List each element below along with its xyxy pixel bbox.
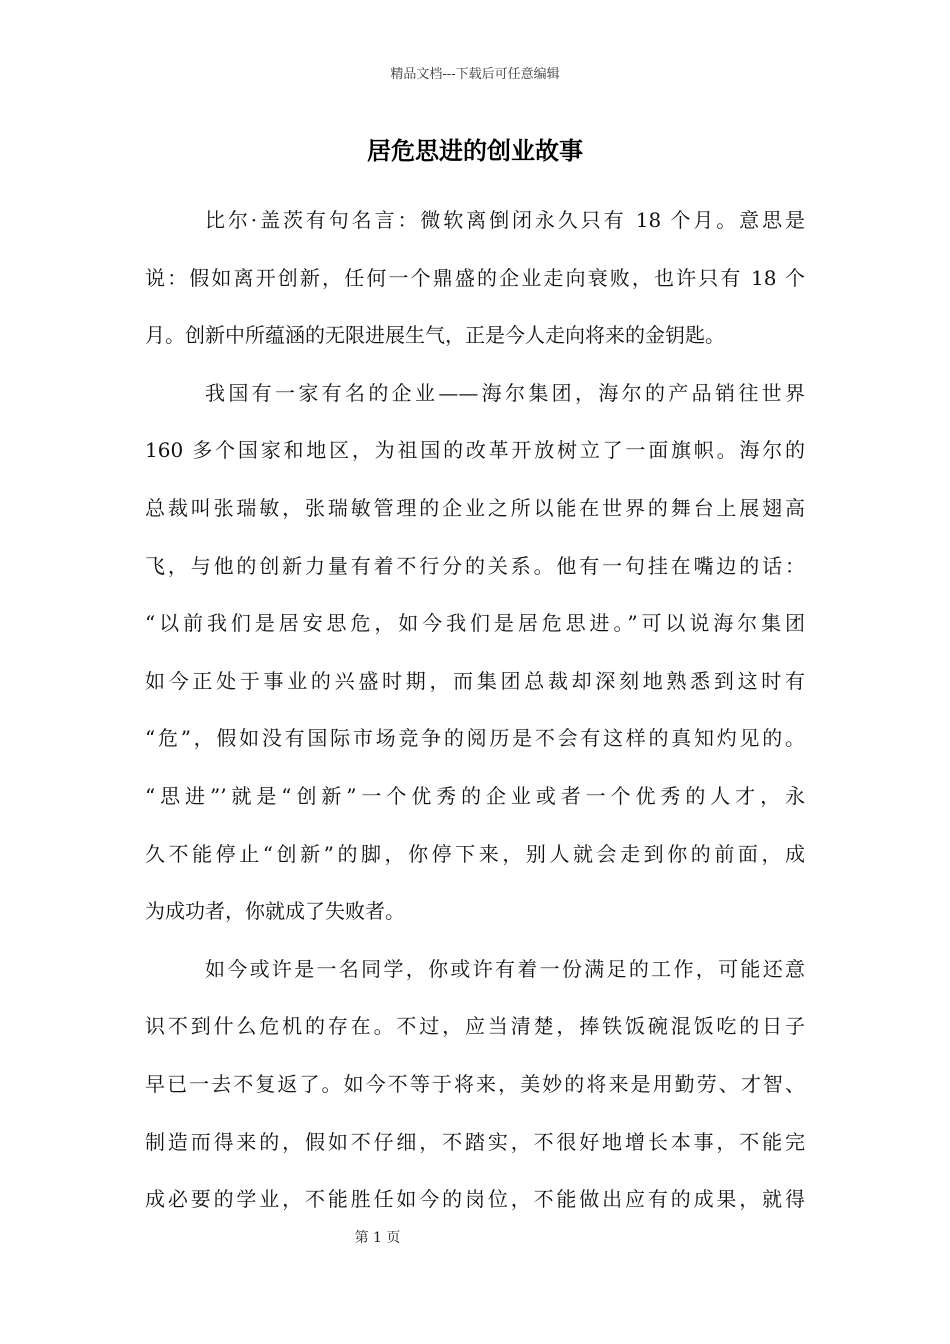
text-line: 总裁叫张瑞敏，张瑞敏管理的企业之所以能在世界的舞台上展翅高 <box>145 495 805 520</box>
text-line: 如今或许是一名同学，你或许有着一份满足的工作，可能还意 <box>205 956 805 981</box>
page-header: 精品文档---下载后可任意编辑 <box>390 67 560 82</box>
page-number: 第 1 页 <box>354 1230 401 1246</box>
text-line: “思进”’就是“创新”一个优秀的企业或者一个优秀的人才，永 <box>145 783 805 808</box>
text-line: 我国有一家有名的企业——海尔集团，海尔的产品销往世界 <box>205 380 805 405</box>
text-line: 制造而得来的，假如不仔细，不踏实，不很好地增长本事，不能完 <box>145 1129 805 1154</box>
text-line: 月。创新中所蕴涵的无限进展生气，正是今人走向将来的金钥匙。 <box>145 323 725 348</box>
text-line: 飞，与他的创新力量有着不行分的关系。他有一句挂在嘴边的话： <box>145 553 805 578</box>
text-line: 久不能停止“创新”的脚，你停下来，别人就会走到你的前面，成 <box>145 841 805 866</box>
text-line: “危”，假如没有国际市场竞争的阅历是不会有这样的真知灼见的。 <box>145 726 805 751</box>
text-line: “以前我们是居安思危，如今我们是居危思进。”可以说海尔集团 <box>145 611 805 636</box>
paragraph-1 <box>145 192 805 365</box>
paragraph-2 <box>145 365 805 941</box>
text-line: 比尔·盖茨有句名言：微软离倒闭永久只有 18 个月。意思是 <box>205 208 805 232</box>
text-line: 160 多个国家和地区，为祖国的改革开放树立了一面旗帜。海尔的 <box>145 438 805 463</box>
text-line: 为成功者，你就成了失败者。 <box>145 899 405 924</box>
text-line: 说：假如离开创新，任何一个鼎盛的企业走向衰败，也许只有 18 个 <box>145 265 805 290</box>
document-title: 居危思进的创业故事 <box>367 136 583 165</box>
text-line: 成必要的学业，不能胜任如今的岗位，不能做出应有的成果，就得 <box>145 1187 805 1212</box>
text-line: 早已一去不复返了。如今不等于将来，美妙的将来是用勤劳、才智、 <box>145 1071 805 1096</box>
text-line: 如今正处于事业的兴盛时期，而集团总裁却深刻地熟悉到这时有 <box>145 668 805 693</box>
text-line: 识不到什么危机的存在。不过，应当清楚，捧铁饭碗混饭吃的日子 <box>145 1014 805 1039</box>
paragraph-3 <box>145 941 805 1229</box>
document-body <box>145 192 805 1229</box>
